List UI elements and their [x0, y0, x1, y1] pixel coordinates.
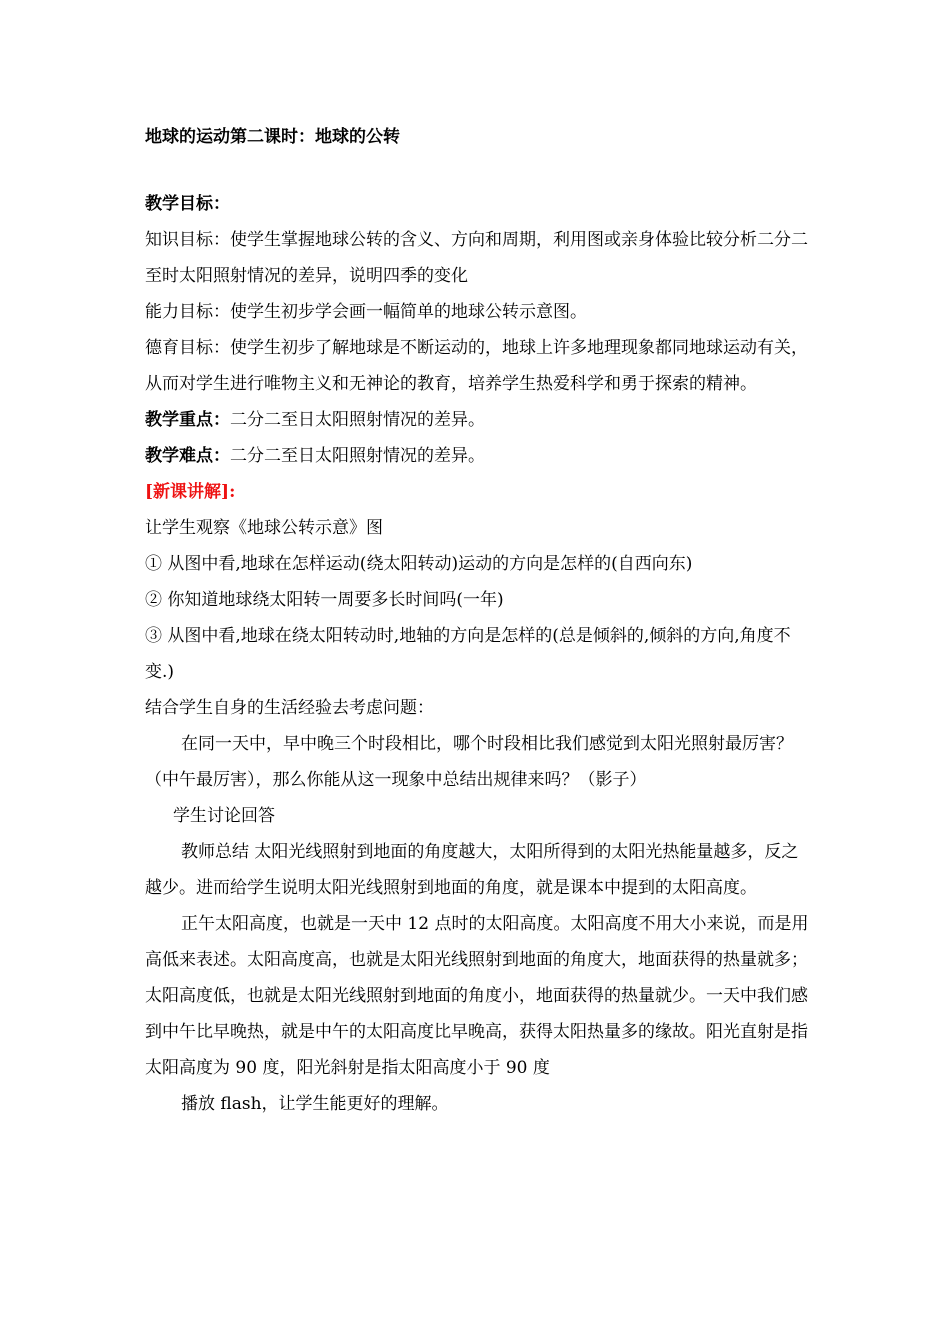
key-point: [145, 402, 813, 438]
document-body: [145, 122, 813, 1122]
key-point-text: 二分二至日太阳照射情况的差异。: [230, 410, 485, 430]
ability-goal: 能力目标：使学生初步学会画一幅简单的地球公转示意图。: [145, 302, 587, 322]
question-3: ③ 从图中看,地球在绕太阳转动时,地轴的方向是怎样的(总是倾斜的,倾斜的方向,角度不变.): [145, 626, 791, 682]
teaching-goals-heading: 教学目标：: [145, 194, 230, 214]
question-2: ② 你知道地球绕太阳转一周要多长时间吗(一年): [145, 590, 504, 610]
flash-line: 播放 flash，让学生能更好的理解。: [181, 1094, 449, 1114]
difficulty-text: 二分二至日太阳照射情况的差异。: [230, 446, 485, 466]
key-point-label: 教学重点：: [145, 410, 230, 430]
document-title: 地球的运动第二课时：地球的公转: [145, 127, 400, 147]
combine-experience: 结合学生自身的生活经验去考虑问题：: [145, 698, 434, 718]
difficulty-label: 教学难点：: [145, 446, 230, 466]
knowledge-goal: 知识目标：使学生掌握地球公转的含义、方向和周期，利用图或亲身体验比较分析二分二至时太阳照射情况的差异，说明四季的变化: [145, 230, 808, 286]
difficulty-point: [145, 438, 813, 474]
observe-instruction: 让学生观察《地球公转示意》图: [145, 518, 383, 538]
moral-goal: 德育目标：使学生初步了解地球是不断运动的，地球上许多地理现象都同地球运动有关，从而对学生进行唯物主义和无神论的教育，培养学生热爱科学和勇于探索的精神。: [145, 338, 808, 394]
discussion-line: 学生讨论回答: [173, 806, 275, 826]
new-lesson-heading: [新课讲解]:: [145, 482, 236, 502]
teacher-summary: 教师总结 太阳光线照射到地面的角度越大，太阳所得到的太阳光热能量越多，反之越少。进而给学生说明太阳光线照射到地面的角度，就是课本中提到的太阳高度。: [145, 842, 799, 898]
question-1: ① 从图中看,地球在怎样运动(绕太阳转动)运动的方向是怎样的(自西向东): [145, 554, 693, 574]
question-paragraph: 在同一天中，早中晚三个时段相比，哪个时段相比我们感觉到太阳光照射最厉害？（中午最厉害），那么你能从这一现象中总结出规律来吗？（影子）: [145, 734, 793, 790]
noon-sun-altitude-paragraph: 正午太阳高度，也就是一天中 12 点时的太阳高度。太阳高度不用大小来说，而是用高低来表述。太阳高度高，也就是太阳光线照射到地面的角度大，地面获得的热量就多；太阳高度低，也就是太阳光线照射到地面的角度小，地面获得的热量就少。一天中我们感到中午比早晚热，就是中午的太阳高度比早晚高，获得太阳热量多的缘故。阳光直射是指太阳高度为 90 度，阳光斜射是指太阳高度小于 90 度: [145, 914, 809, 1078]
